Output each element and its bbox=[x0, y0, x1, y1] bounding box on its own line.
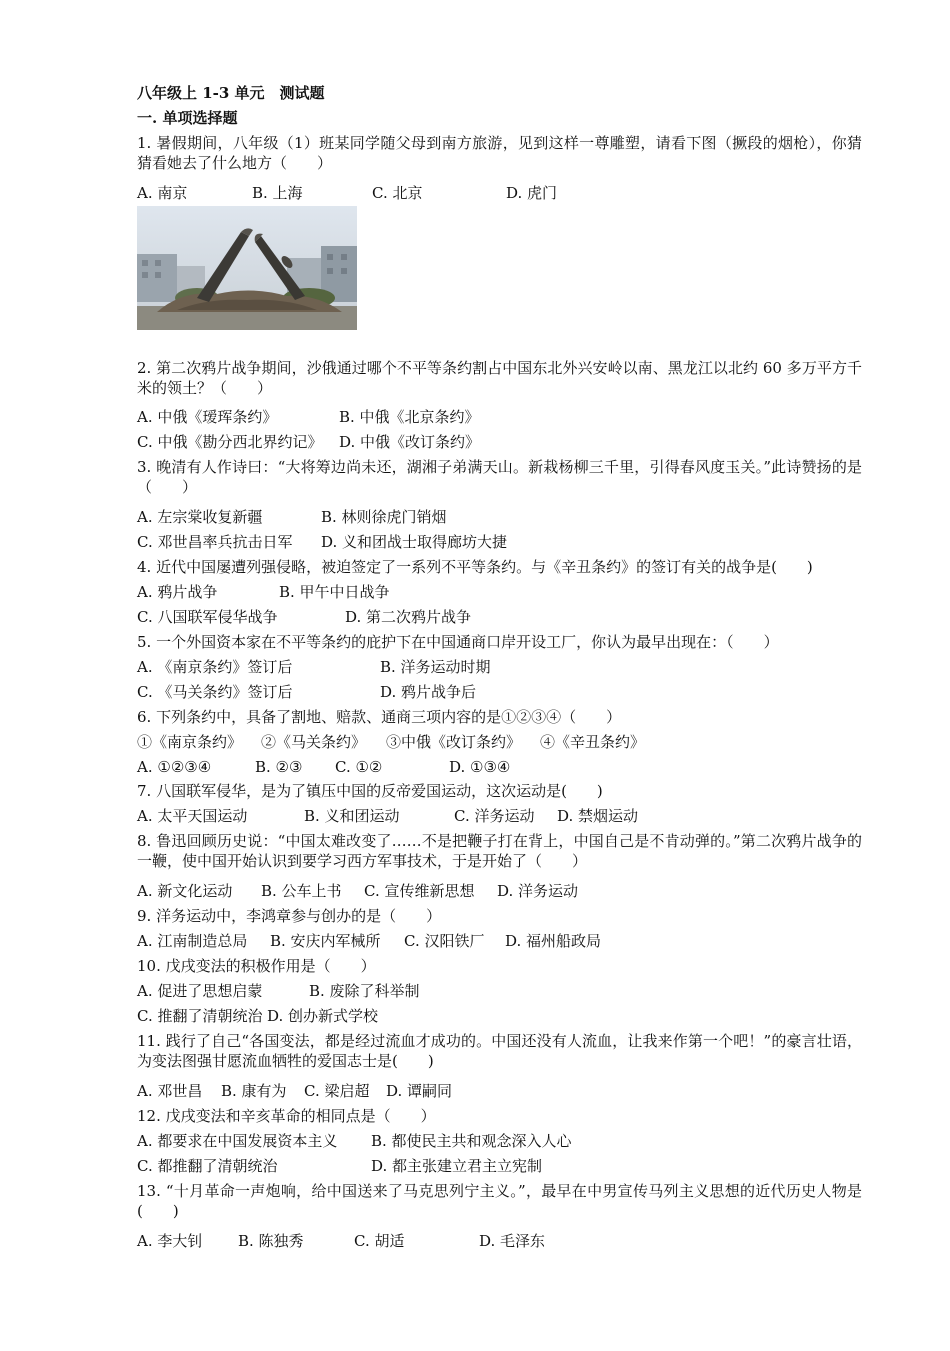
treaty-item-1: ①《南京条约》 bbox=[137, 733, 243, 751]
option-c: C. 邓世昌率兵抗击日军 bbox=[137, 533, 293, 551]
option-c: C. 北京 bbox=[372, 184, 423, 202]
option-c: C. 《马关条约》签订后 bbox=[137, 683, 293, 701]
option-d: D. 福州船政局 bbox=[505, 932, 602, 950]
question-12-stem: 12. 戊戌变法和辛亥革命的相同点是（ ） bbox=[137, 1107, 436, 1125]
treaty-item-3: ③中俄《改订条约》 bbox=[386, 733, 522, 751]
option-c: C. 推翻了清朝统治 bbox=[137, 1007, 263, 1025]
question-3-stem: 3. 晚清有人作诗曰：“大将筹边尚未还，湖湘子弟满天山。新栽杨柳三千里，引得春风度玉关。”此诗赞扬的是（ ） bbox=[137, 458, 862, 496]
sculpture-photo bbox=[137, 206, 357, 330]
option-d: D. 义和团战士取得廊坊大捷 bbox=[321, 533, 508, 551]
option-d: D. 虎门 bbox=[506, 184, 558, 202]
option-a: A. 中俄《瑷珲条约》 bbox=[137, 408, 278, 426]
question-6-stem: 6. 下列条约中，具备了割地、赔款、通商三项内容的是①②③④（ ） bbox=[137, 708, 622, 726]
option-c: C. ①② bbox=[335, 758, 383, 776]
question-10-stem: 10. 戊戌变法的积极作用是（ ） bbox=[137, 957, 376, 975]
option-b: B. 公车上书 bbox=[261, 882, 342, 900]
option-d: D. 洋务运动 bbox=[497, 882, 579, 900]
option-b: B. 废除了科举制 bbox=[309, 982, 420, 1000]
option-d: D. 第二次鸦片战争 bbox=[345, 608, 472, 626]
question-8-stem: 8. 鲁迅回顾历史说：“中国太难改变了……不是把鞭子打在背上，中国自己是不肯动弹的。”第二次鸦片战争的一鞭，使中国开始认识到要学习西方军事技术，于是开始了（ ） bbox=[137, 832, 862, 870]
option-b: B. 中俄《北京条约》 bbox=[339, 408, 480, 426]
option-a: A. ①②③④ bbox=[137, 758, 212, 776]
option-c: C. 胡适 bbox=[354, 1232, 405, 1250]
option-b: B. ②③ bbox=[255, 758, 303, 776]
option-a: A. 新文化运动 bbox=[137, 882, 233, 900]
option-a: A. 《南京条约》签订后 bbox=[137, 658, 293, 676]
option-a: A. 都要求在中国发展资本主义 bbox=[137, 1132, 338, 1150]
option-d: D. 都主张建立君主立宪制 bbox=[371, 1157, 543, 1175]
option-b: B. 义和团运动 bbox=[304, 807, 400, 825]
option-a: A. 太平天国运动 bbox=[137, 807, 248, 825]
option-a: A. 左宗棠收复新疆 bbox=[137, 508, 263, 526]
option-b: B. 陈独秀 bbox=[238, 1232, 304, 1250]
option-d: D. 中俄《改订条约》 bbox=[339, 433, 481, 451]
option-b: B. 洋务运动时期 bbox=[380, 658, 491, 676]
option-d: D. ①③④ bbox=[449, 758, 511, 776]
option-b: B. 甲午中日战争 bbox=[279, 583, 390, 601]
option-c: C. 中俄《勘分西北界约记》 bbox=[137, 433, 323, 451]
option-b: B. 林则徐虎门销烟 bbox=[321, 508, 447, 526]
question-4-stem: 4. 近代中国屡遭列强侵略，被迫签定了一系列不平等条约。与《辛丑条约》的签订有关的战争是( ) bbox=[137, 558, 813, 576]
option-a: A. 促进了思想启蒙 bbox=[137, 982, 263, 1000]
option-b: B. 都使民主共和观念深入人心 bbox=[371, 1132, 572, 1150]
option-b: B. 康有为 bbox=[221, 1082, 287, 1100]
option-a: A. 李大钊 bbox=[137, 1232, 203, 1250]
option-c: C. 梁启超 bbox=[304, 1082, 370, 1100]
option-b: B. 上海 bbox=[252, 184, 303, 202]
option-d: D. 创办新式学校 bbox=[267, 1007, 379, 1025]
question-9-stem: 9. 洋务运动中，李鸿章参与创办的是（ ） bbox=[137, 907, 442, 925]
option-a: A. 邓世昌 bbox=[137, 1082, 203, 1100]
option-a: A. 鸦片战争 bbox=[137, 583, 218, 601]
question-13-options bbox=[137, 1231, 546, 1351]
option-c: C. 都推翻了清朝统治 bbox=[137, 1157, 278, 1175]
option-d: D. 禁烟运动 bbox=[557, 807, 639, 825]
question-7-stem: 7. 八国联军侵华，是为了镇压中国的反帝爱国运动，这次运动是( ) bbox=[137, 782, 603, 800]
option-c: C. 宣传维新思想 bbox=[364, 882, 475, 900]
option-c: C. 洋务运动 bbox=[454, 807, 535, 825]
question-13-stem: 13. “十月革命一声炮响，给中国送来了马克思列宁主义。”，最早在中男宣传马列主义思想的近代历史人物是( ) bbox=[137, 1182, 862, 1220]
option-a: A. 南京 bbox=[137, 184, 188, 202]
question-5-stem: 5. 一个外国资本家在不平等条约的庇护下在中国通商口岸开设工厂，你认为最早出现在：（ ） bbox=[137, 633, 779, 651]
option-d: D. 毛泽东 bbox=[479, 1232, 546, 1250]
question-11-stem: 11. 践行了自己“各国变法，都是经过流血才成功的。中国还没有人流血，让我来作第一个吧！”的豪言壮语，为变法图强甘愿流血牺牲的爱国志士是( ) bbox=[137, 1032, 862, 1070]
option-a: A. 江南制造总局 bbox=[137, 932, 248, 950]
broken-pipe-sculpture-image bbox=[137, 206, 357, 330]
question-1-stem: 1. 暑假期间，八年级（1）班某同学随父母到南方旅游，见到这样一尊雕塑，请看下图（撅段的烟枪），你猜猜看她去了什么地方（ ） bbox=[137, 134, 862, 172]
section-heading: 一. 单项选择题 bbox=[137, 109, 238, 127]
option-b: B. 安庆内军械所 bbox=[270, 932, 381, 950]
option-d: D. 鸦片战争后 bbox=[380, 683, 477, 701]
treaty-item-2: ②《马关条约》 bbox=[261, 733, 367, 751]
option-c: C. 汉阳铁厂 bbox=[404, 932, 485, 950]
treaty-item-4: ④《辛丑条约》 bbox=[540, 733, 646, 751]
question-2-stem: 2. 第二次鸦片战争期间，沙俄通过哪个不平等条约割占中国东北外兴安岭以南、黑龙江以北约 60 多万平方千米的领土？（ ） bbox=[137, 359, 862, 397]
document-title: 八年级上 1-3 单元 测试题 bbox=[137, 84, 325, 102]
option-d: D. 谭嗣同 bbox=[386, 1082, 453, 1100]
option-c: C. 八国联军侵华战争 bbox=[137, 608, 278, 626]
